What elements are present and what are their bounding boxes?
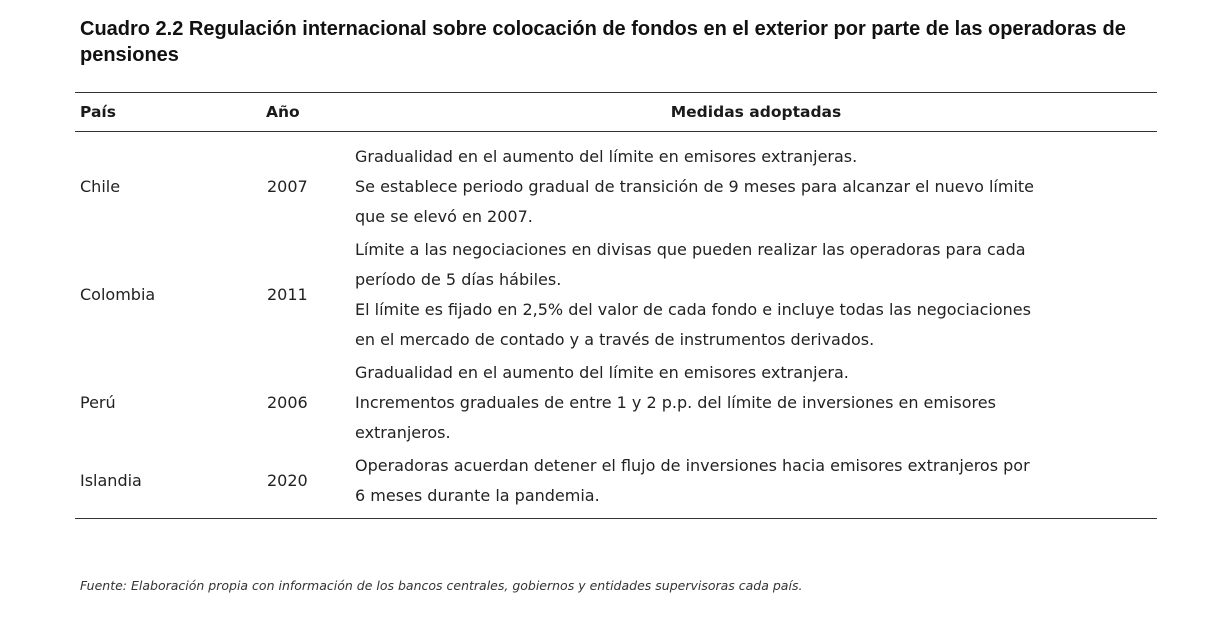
row-country: Chile xyxy=(80,177,121,196)
measure-line: El límite es fijado en 2,5% del valor de cada fondo e incluye todas las negociaciones xyxy=(355,300,1031,319)
regulation-table xyxy=(75,92,1157,519)
row-measures xyxy=(352,358,1157,448)
measure-line: en el mercado de contado y a través de instrumentos derivados. xyxy=(355,330,875,349)
row-country: Islandia xyxy=(80,471,142,490)
header-year: Año xyxy=(266,103,300,121)
row-year: 2006 xyxy=(267,393,308,412)
row-measures xyxy=(352,451,1157,511)
measure-line: Se establece periodo gradual de transición de 9 meses para alcanzar el nuevo límite xyxy=(355,177,1035,196)
row-measures xyxy=(352,235,1157,355)
table-bottom-rule xyxy=(75,518,1157,519)
row-year: 2011 xyxy=(267,285,308,304)
measure-line: Operadoras acuerdan detener el flujo de inversiones hacia emisores extranjeros por xyxy=(355,456,1030,475)
measure-line: extranjeros. xyxy=(355,423,451,442)
measure-line: período de 5 días hábiles. xyxy=(355,270,562,289)
row-country: Perú xyxy=(80,393,116,412)
table-row xyxy=(75,235,1157,355)
table-row xyxy=(75,451,1157,511)
row-year: 2007 xyxy=(267,177,308,196)
measure-line: Incrementos graduales de entre 1 y 2 p.p. del límite de inversiones en emisores xyxy=(355,393,996,412)
table-header-row xyxy=(75,93,1157,131)
source-note: Fuente: Elaboración propia con información de los bancos centrales, gobiernos y entidades supervisoras cada país. xyxy=(80,578,803,593)
header-measures: Medidas adoptadas xyxy=(670,103,842,121)
row-measures xyxy=(352,142,1157,232)
measure-line: que se elevó en 2007. xyxy=(355,207,533,226)
measure-line: 6 meses durante la pandemia. xyxy=(355,486,600,505)
table-body xyxy=(75,132,1157,518)
table-row xyxy=(75,358,1157,448)
measure-line: Límite a las negociaciones en divisas que pueden realizar las operadoras para cada xyxy=(355,240,1026,259)
header-country: País xyxy=(80,103,116,121)
table-title: Cuadro 2.2 Regulación internacional sobre colocación de fondos en el exterior por parte de las operadoras de pensiones xyxy=(80,18,1126,66)
row-year: 2020 xyxy=(267,471,308,490)
row-country: Colombia xyxy=(80,285,156,304)
measure-line: Gradualidad en el aumento del límite en emisores extranjeras. xyxy=(355,147,858,166)
measure-line: Gradualidad en el aumento del límite en emisores extranjera. xyxy=(355,363,849,382)
table-row xyxy=(75,142,1157,232)
